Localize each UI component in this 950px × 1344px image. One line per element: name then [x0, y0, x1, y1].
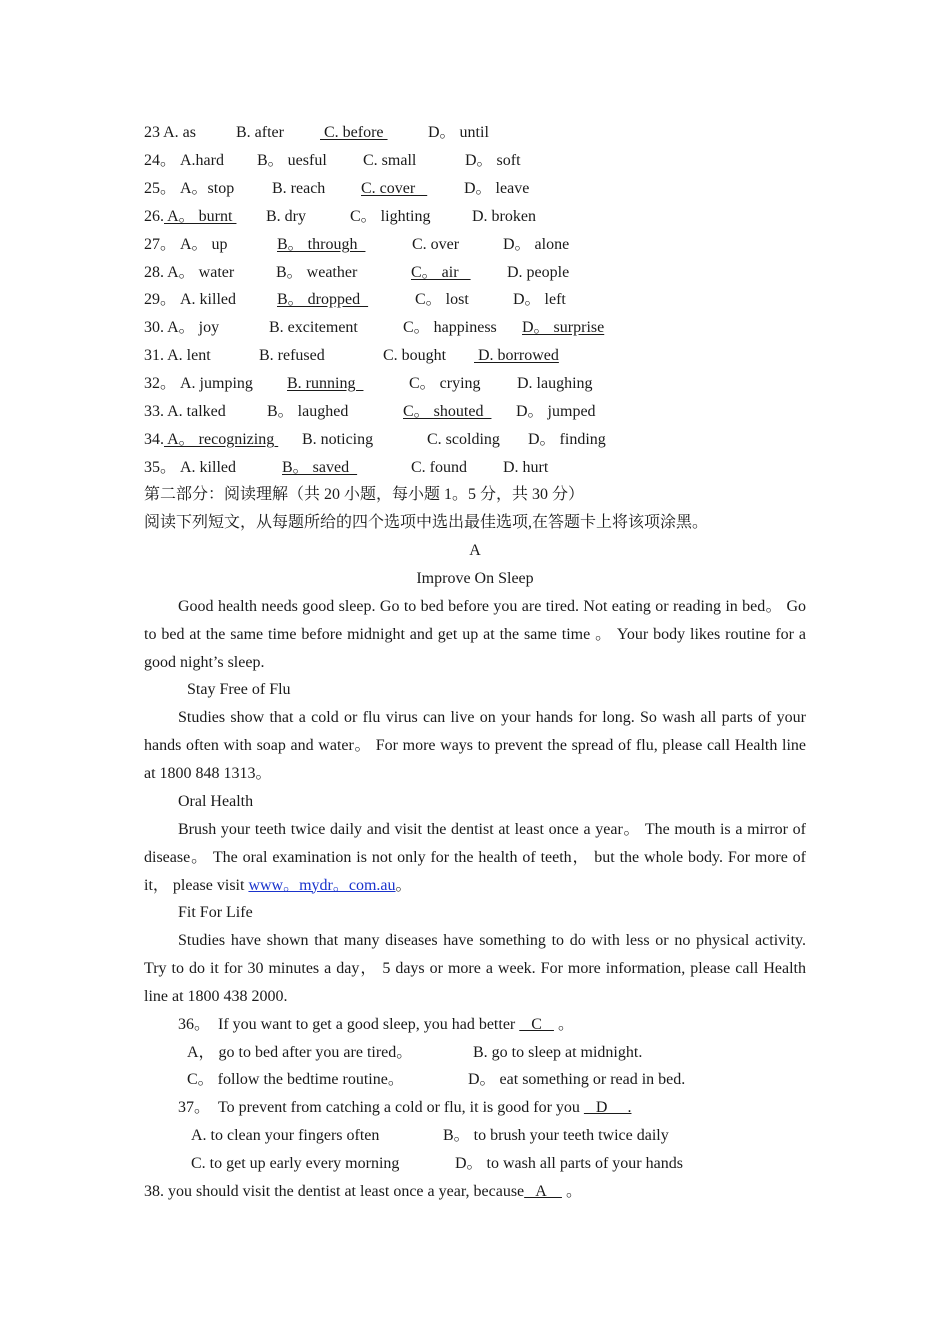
cloze-number: 24。 A.hard — [144, 152, 224, 169]
cloze-option-b: B。 saved — [282, 459, 358, 476]
cloze-line — [0, 119, 950, 147]
cloze-option-d: D. hurt — [503, 459, 549, 476]
cloze-option-d: D. borrowed — [474, 347, 559, 364]
question-36-stem: 36。 If you want to get a good sleep, you had better — [178, 1016, 520, 1033]
section-instruction: 阅读下列短文，从每题所给的四个选项中选出最佳选项,在答题卡上将该项涂黑。 — [144, 514, 709, 531]
paragraph-oral-text: Brush your teeth twice daily and visit the dentist at least once a year。 The mouth is a mirror of disease。 The oral examination is not only for the health of teeth， but the whole body. For more of it， please visit — [144, 821, 806, 894]
question-37-stem: 37。 To prevent from catching a cold or flu, it is good for you — [178, 1099, 584, 1116]
cloze-line — [0, 426, 950, 454]
question-37-option-c: C. to get up early every morning — [191, 1155, 400, 1172]
cloze-option-d: D. broken — [472, 208, 536, 225]
section-title: 第二部分：阅读理解（共 20 小题，每小题 1。5 分，共 30 分） — [144, 486, 585, 503]
cloze-option-c: C。 crying — [409, 375, 481, 392]
cloze-number: 23 A. as — [144, 124, 196, 141]
cloze-option-d: D。 soft — [465, 152, 521, 169]
question-36-option-a: A， go to bed after you are tired。 — [187, 1044, 413, 1061]
cloze-option-d: D。 alone — [503, 236, 570, 253]
cloze-option-b: B. noticing — [302, 431, 374, 448]
question-38-end: 。 — [561, 1183, 582, 1200]
cloze-option-d: D。 finding — [528, 431, 606, 448]
cloze-option-a: A。 recognizing — [164, 431, 279, 448]
question-36-option-c: C。 follow the bedtime routine。 — [187, 1071, 404, 1088]
paragraph-fit: Studies have shown that many diseases have something to do with less or no physical activity. Try to do it for 30 minutes a day， 5 days or more a week. For more information, please call Health line at 1800 438 2000. — [144, 932, 806, 1005]
cloze-number: 34. — [144, 431, 164, 448]
cloze-option-b: B. reach — [272, 180, 326, 197]
cloze-option-d: D。 until — [428, 124, 489, 141]
cloze-option-c: C. over — [412, 236, 460, 253]
cloze-option-b: B。 uesful — [257, 152, 327, 169]
question-36-end: 。 — [553, 1016, 574, 1033]
question-38-answer: A — [524, 1183, 562, 1200]
question-37 — [178, 1094, 631, 1122]
passage-letter: A — [469, 542, 481, 559]
cloze-option-c: C. before — [320, 124, 388, 141]
cloze-line — [0, 147, 950, 175]
cloze-option-b: B. dry — [266, 208, 306, 225]
paragraph-oral-end: 。 — [395, 876, 412, 894]
cloze-option-c: C。 happiness — [403, 319, 497, 336]
cloze-number: 25。 A。stop — [144, 180, 235, 197]
cloze-option-d: D。 leave — [464, 180, 530, 197]
cloze-option-b: B。 dropped — [277, 291, 369, 308]
question-37-option-b: B。 to brush your teeth twice daily — [443, 1127, 669, 1144]
passage-heading-fit: Fit For Life — [178, 904, 253, 921]
cloze-line — [0, 454, 950, 482]
cloze-option-b: B. running — [287, 375, 364, 392]
cloze-option-c: C。 lost — [415, 291, 469, 308]
cloze-number: 30. A。 joy — [144, 319, 220, 336]
paragraph-oral — [144, 816, 806, 899]
cloze-option-b: B。 through — [277, 236, 366, 253]
cloze-line — [0, 398, 950, 426]
cloze-line — [0, 203, 950, 231]
cloze-number: 27。 A。 up — [144, 236, 228, 253]
question-36 — [178, 1011, 574, 1039]
cloze-option-b: B. refused — [259, 347, 325, 364]
cloze-option-c: C. small — [363, 152, 417, 169]
cloze-line — [0, 314, 950, 342]
cloze-number: 26. — [144, 208, 164, 225]
cloze-line — [0, 259, 950, 287]
cloze-option-d: D。 surprise — [522, 319, 605, 336]
cloze-option-d: D。 jumped — [516, 403, 596, 420]
passage-heading-oral: Oral Health — [178, 793, 254, 810]
cloze-line — [0, 175, 950, 203]
cloze-option-b: B. after — [236, 124, 284, 141]
cloze-option-b: B. excitement — [269, 319, 358, 336]
cloze-number: 29。 A. killed — [144, 291, 236, 308]
cloze-number: 32。 A. jumping — [144, 375, 253, 392]
cloze-number: 33. A. talked — [144, 403, 226, 420]
cloze-option-d: D. people — [507, 264, 570, 281]
cloze-option-b: B。 weather — [276, 264, 358, 281]
cloze-number: 31. A. lent — [144, 347, 211, 364]
cloze-option-a: A。 burnt — [164, 208, 237, 225]
cloze-option-b: B。 laughed — [267, 403, 349, 420]
cloze-option-c: C。 lighting — [350, 208, 431, 225]
question-37-option-a: A. to clean your fingers often — [191, 1127, 380, 1144]
mydr-link[interactable]: www。mydr。com.au — [248, 876, 396, 894]
cloze-option-c: C. scolding — [427, 431, 500, 448]
paragraph-sleep: Good health needs good sleep. Go to bed before you are tired. Not eating or reading in bed。 Go to bed at the same time before midnight and get up at the same time 。 Your body likes routine for a good night’s sleep. — [144, 598, 806, 671]
cloze-option-c: C. found — [411, 459, 467, 476]
cloze-option-c: C。 air — [411, 264, 471, 281]
paragraph-flu: Studies show that a cold or flu virus can live on your hands for long. So wash all parts of your hands often with soap and water。 For more ways to prevent the spread of flu, please call Health line at 1800 848 1313。 — [144, 709, 806, 782]
cloze-option-c: C. cover — [361, 180, 428, 197]
cloze-line — [0, 342, 950, 370]
question-36-option-d: D。 eat something or read in bed. — [468, 1071, 686, 1088]
cloze-line — [0, 231, 950, 259]
cloze-option-d: D. laughing — [517, 375, 593, 392]
passage-heading-sleep: Improve On Sleep — [416, 570, 534, 587]
question-38 — [144, 1178, 582, 1206]
question-36-option-b: B. go to sleep at midnight. — [473, 1044, 643, 1061]
passage-heading-flu: Stay Free of Flu — [187, 681, 291, 698]
question-37-answer: D . — [583, 1099, 632, 1116]
cloze-option-c: C。 shouted — [403, 403, 492, 420]
question-36-answer: C — [519, 1016, 554, 1033]
cloze-line — [0, 370, 950, 398]
question-37-option-d: D。 to wash all parts of your hands — [455, 1155, 683, 1172]
cloze-number: 28. A。 water — [144, 264, 235, 281]
cloze-line — [0, 286, 950, 314]
cloze-number: 35。 A. killed — [144, 459, 236, 476]
question-38-stem: 38. you should visit the dentist at least once a year, because — [144, 1183, 525, 1200]
cloze-option-c: C. bought — [383, 347, 447, 364]
cloze-option-d: D。 left — [513, 291, 566, 308]
